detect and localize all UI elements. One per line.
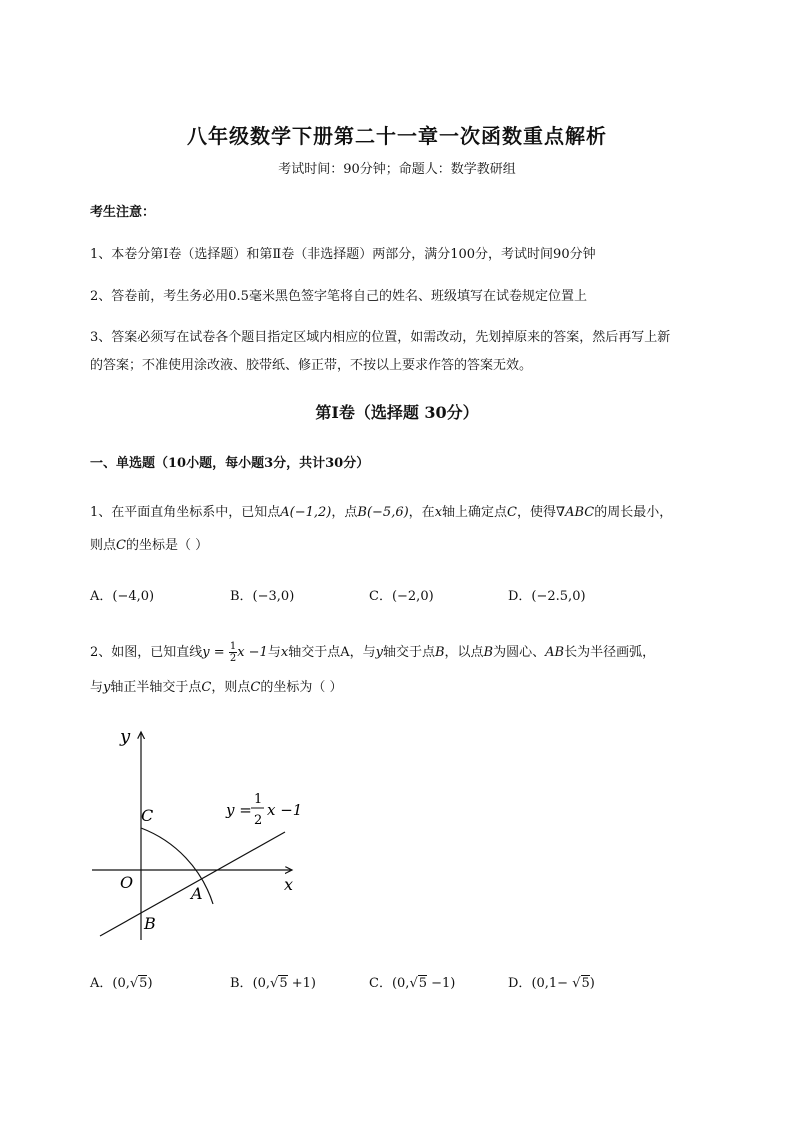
sqrt-symbol: √ — [572, 976, 581, 991]
page-title: 八年级数学下册第二十一章一次函数重点解析 — [187, 124, 607, 148]
fraction-half: $\frac{1}{2}$ — [229, 641, 237, 664]
sqrt-symbol: √ — [129, 976, 139, 991]
notice-item-2: 2、答卷前，考生务必用0.5毫米黑色签字笔将自己的姓名、班级填写在试卷规定位置上 — [90, 289, 587, 304]
q2-option-a[interactable]: A．(0,√5) — [90, 976, 153, 991]
triangle-abc: ∇ABC — [556, 505, 595, 520]
q1-option-a[interactable]: A．(−4,0) — [90, 589, 155, 604]
q2-option-d[interactable]: D．(0,1− √5) — [508, 976, 595, 991]
point-c-label: C — [141, 806, 154, 825]
question-2-line-2: 与y轴正半轴交于点C，则点C的坐标为（ ） — [90, 680, 343, 695]
exam-info: 考试时间：90分钟；命题人：数学教研组 — [278, 162, 516, 177]
q2-option-c[interactable]: C．(0,√5 −1) — [369, 976, 456, 991]
part-title: 一、单选题（10小题，每小题3分，共计30分） — [90, 456, 370, 471]
x-axis-label: x — [284, 875, 294, 894]
sqrt-symbol: √ — [409, 976, 418, 991]
q1-option-b[interactable]: B．(−3,0) — [230, 589, 295, 604]
section-title: 第I卷（选择题 30分） — [315, 403, 479, 422]
point-b: B(−5,6) — [357, 505, 409, 520]
point-b-label: B — [144, 914, 156, 933]
question-1-line-2: 则点C的坐标是（ ） — [90, 538, 209, 553]
q2-option-b[interactable]: B．(0,√5 +1) — [230, 976, 316, 991]
question-2-line-1: 2、如图，已知直线y = $\frac{1}{2}$ x −1与x轴交于点A，与y轴交于点B，以点B为圆心、AB长为半径画弧， — [90, 641, 656, 664]
line-eq-left: y = — [226, 801, 252, 819]
sqrt-symbol: √ — [270, 976, 279, 991]
point-a-label: A — [191, 884, 203, 903]
coordinate-figure — [80, 718, 320, 948]
y-axis-label: y — [120, 726, 131, 747]
line-eq-num: 1 — [254, 792, 263, 807]
notice-item-3-cont: 的答案；不准使用涂改液、胶带纸、修正带，不按以上要求作答的答案无效。 — [90, 358, 533, 373]
line-eq-den: 2 — [254, 813, 263, 828]
question-1-line-1: 1、在平面直角坐标系中，已知点A(−1,2)，点B(−5,6)，在x轴上确定点C，使得∇ABC的周长最小， — [90, 505, 673, 520]
q1-option-d[interactable]: D．(−2.5,0) — [508, 589, 586, 604]
point-a: A(−1,2) — [280, 505, 332, 520]
q1-option-c[interactable]: C．(−2,0) — [369, 589, 434, 604]
line-eq-right: x −1 — [267, 801, 303, 819]
notice-heading: 考生注意： — [90, 205, 156, 220]
notice-item-3: 3、答案必须写在试卷各个题目指定区域内相应的位置，如需改动，先划掉原来的答案，然后再写上新 — [90, 330, 671, 345]
origin-label: O — [120, 873, 134, 892]
notice-item-1: 1、本卷分第I卷（选择题）和第Ⅱ卷（非选择题）两部分，满分100分，考试时间90分钟 — [90, 247, 596, 262]
